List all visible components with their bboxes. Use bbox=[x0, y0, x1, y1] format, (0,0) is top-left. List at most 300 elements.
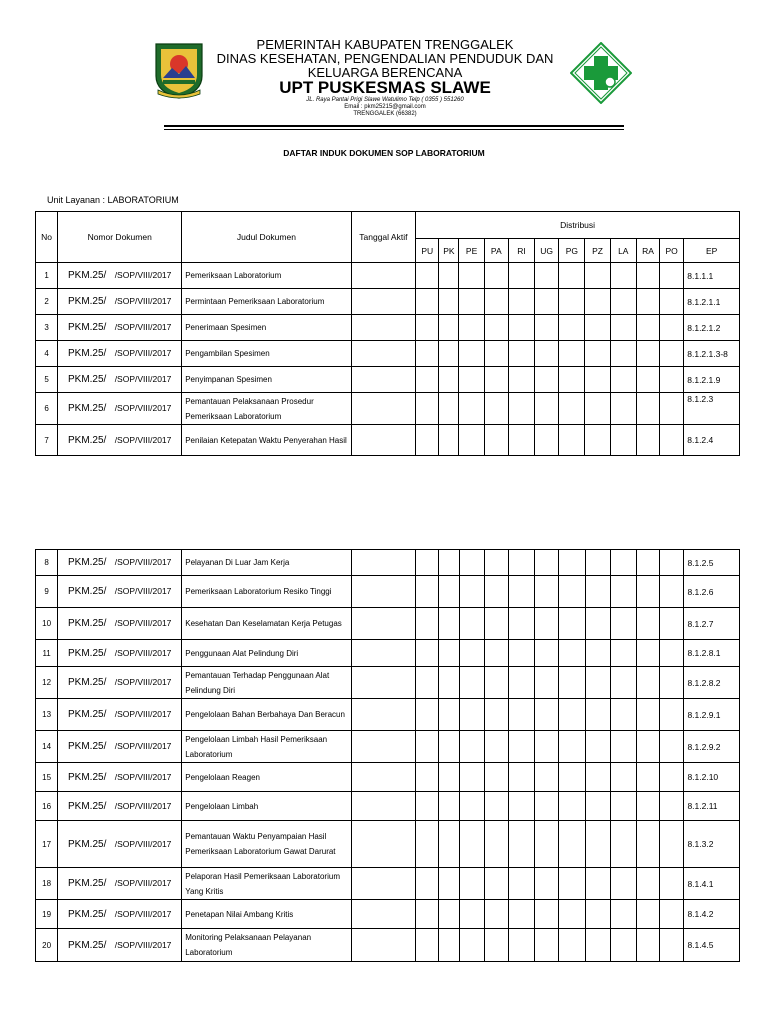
distribution-cell bbox=[610, 699, 636, 731]
document-number-prefix: PKM.25/ bbox=[68, 647, 107, 659]
document-number-suffix: /SOP/VIII/2017 bbox=[114, 586, 172, 596]
table-row bbox=[36, 640, 740, 667]
distribution-cell bbox=[585, 821, 610, 868]
distribution-cell bbox=[416, 731, 439, 763]
puskesmas-logo bbox=[570, 42, 632, 104]
document-number-prefix: PKM.25/ bbox=[68, 771, 107, 783]
distribution-cell bbox=[585, 929, 610, 962]
header-dist-pa: PA bbox=[484, 239, 508, 263]
distribution-cell bbox=[508, 792, 534, 821]
letterhead-divider bbox=[164, 125, 624, 127]
distribution-cell bbox=[559, 341, 585, 367]
document-number-prefix: PKM.25/ bbox=[68, 741, 107, 752]
ep-code: 8.1.2.8.1 bbox=[684, 640, 740, 667]
distribution-cell bbox=[637, 821, 660, 868]
distribution-cell bbox=[660, 315, 684, 341]
distribution-cell bbox=[660, 289, 684, 315]
document-title: DAFTAR INDUK DOKUMEN SOP LABORATORIUM bbox=[283, 148, 485, 158]
header-dist-ug: UG bbox=[535, 239, 559, 263]
distribution-cell bbox=[636, 263, 659, 289]
distribution-cell bbox=[637, 550, 660, 576]
table-row bbox=[36, 868, 740, 900]
distribution-cell bbox=[416, 763, 439, 792]
distribution-cell bbox=[439, 393, 459, 425]
distribution-cell bbox=[439, 900, 459, 929]
distribution-cell bbox=[585, 608, 610, 640]
document-number bbox=[58, 763, 182, 792]
distribution-cell bbox=[660, 608, 684, 640]
document-title: Pengelolaan Bahan Berbahaya Dan Beracun bbox=[182, 699, 351, 731]
document-title: Kesehatan Dan Keselamatan Kerja Petugas bbox=[182, 608, 351, 640]
document-number bbox=[58, 341, 182, 367]
distribution-cell bbox=[636, 341, 659, 367]
distribution-cell bbox=[439, 763, 459, 792]
trenggalek-regency-logo bbox=[150, 40, 208, 100]
distribution-cell bbox=[610, 868, 636, 900]
distribution-cell bbox=[585, 341, 610, 367]
distribution-cell bbox=[610, 640, 636, 667]
distribution-cell bbox=[416, 341, 439, 367]
document-number bbox=[58, 367, 182, 393]
header-dist-pz: PZ bbox=[585, 239, 610, 263]
document-number bbox=[58, 315, 182, 341]
distribution-cell bbox=[559, 263, 585, 289]
distribution-cell bbox=[535, 929, 559, 962]
document-number-prefix: PKM.25/ bbox=[68, 709, 107, 720]
distribution-cell bbox=[416, 821, 439, 868]
distribution-cell bbox=[535, 341, 559, 367]
distribution-cell bbox=[535, 315, 559, 341]
document-number bbox=[58, 792, 182, 821]
city: TRENGGALEK (66382) bbox=[353, 111, 417, 117]
distribution-cell bbox=[484, 576, 508, 608]
distribution-cell bbox=[660, 868, 684, 900]
distribution-cell bbox=[484, 550, 508, 576]
distribution-cell bbox=[559, 792, 585, 821]
row-number: 1 bbox=[36, 263, 58, 289]
distribution-cell bbox=[459, 900, 484, 929]
distribution-cell bbox=[508, 868, 534, 900]
header-dist-pe: PE bbox=[459, 239, 484, 263]
institution-name: UPT PUSKESMAS SLAWE bbox=[279, 78, 491, 97]
address: JL. Raya Pantai Prigi Slawe Watulimo Telp ( 0355 ) 551260 bbox=[306, 97, 464, 103]
distribution-cell bbox=[660, 550, 684, 576]
distribution-cell bbox=[660, 640, 684, 667]
ep-code: 8.1.2.4 bbox=[684, 425, 740, 456]
document-number-suffix: /SOP/VIII/2017 bbox=[114, 908, 172, 919]
document-title: Pemantauan Pelaksanaan Prosedur Pemeriksaan Laboratorium bbox=[182, 393, 351, 425]
distribution-cell bbox=[484, 929, 508, 962]
ep-code: 8.1.2.9.1 bbox=[684, 699, 740, 731]
document-number bbox=[58, 425, 182, 456]
distribution-cell bbox=[535, 821, 559, 868]
document-number-prefix: PKM.25/ bbox=[67, 270, 107, 281]
document-number bbox=[58, 699, 182, 731]
row-number: 10 bbox=[36, 608, 58, 640]
distribution-cell bbox=[484, 900, 508, 929]
table-row bbox=[36, 821, 740, 868]
distribution-cell bbox=[439, 341, 459, 367]
document-number bbox=[58, 868, 182, 900]
distribution-cell bbox=[508, 667, 534, 699]
distribution-cell bbox=[559, 367, 585, 393]
distribution-cell bbox=[416, 367, 439, 393]
document-number-suffix: /SOP/VIII/2017 bbox=[114, 296, 172, 306]
document-number bbox=[58, 550, 182, 576]
distribution-cell bbox=[535, 900, 559, 929]
distribution-cell bbox=[508, 367, 534, 393]
distribution-cell bbox=[484, 425, 508, 456]
active-date-cell bbox=[351, 900, 416, 929]
row-number: 19 bbox=[36, 900, 58, 929]
distribution-cell bbox=[535, 367, 559, 393]
distribution-cell bbox=[610, 315, 636, 341]
distribution-cell bbox=[508, 263, 534, 289]
table-row bbox=[36, 289, 740, 315]
distribution-cell bbox=[637, 929, 660, 962]
distribution-cell bbox=[439, 315, 459, 341]
distribution-cell bbox=[416, 315, 439, 341]
distribution-cell bbox=[439, 576, 459, 608]
ep-code: 8.1.2.10 bbox=[684, 763, 740, 792]
document-number bbox=[58, 393, 182, 425]
document-number bbox=[58, 263, 182, 289]
distribution-cell bbox=[559, 640, 585, 667]
distribution-cell bbox=[660, 425, 684, 456]
distribution-cell bbox=[484, 393, 508, 425]
document-number-prefix: PKM.25/ bbox=[68, 586, 107, 597]
document-number bbox=[58, 608, 182, 640]
distribution-cell bbox=[508, 821, 534, 868]
document-number-suffix: /SOP/VIII/2017 bbox=[114, 374, 172, 384]
header-tanggal-aktif: Tanggal Aktif bbox=[351, 212, 416, 263]
table-row bbox=[36, 929, 740, 962]
distribution-cell bbox=[660, 341, 684, 367]
table-row bbox=[36, 608, 740, 640]
distribution-cell bbox=[637, 576, 660, 608]
document-number bbox=[58, 667, 182, 699]
ep-code: 8.1.2.1.9 bbox=[684, 367, 740, 393]
document-number-suffix: /SOP/VIII/2017 bbox=[114, 741, 172, 751]
distribution-cell bbox=[610, 667, 636, 699]
distribution-cell bbox=[585, 263, 610, 289]
document-number-suffix: /SOP/VIII/2017 bbox=[114, 800, 172, 811]
distribution-cell bbox=[660, 821, 684, 868]
active-date-cell bbox=[351, 608, 416, 640]
distribution-cell bbox=[535, 608, 559, 640]
distribution-cell bbox=[416, 393, 439, 425]
row-number: 11 bbox=[36, 640, 58, 667]
header-distribusi: Distribusi bbox=[416, 212, 740, 239]
distribution-cell bbox=[459, 763, 484, 792]
distribution-cell bbox=[660, 900, 684, 929]
distribution-cell bbox=[660, 393, 684, 425]
document-title: Pengelolaan Limbah bbox=[182, 792, 351, 821]
distribution-cell bbox=[459, 425, 484, 456]
distribution-cell bbox=[559, 289, 585, 315]
distribution-cell bbox=[585, 731, 610, 763]
distribution-cell bbox=[610, 792, 636, 821]
document-number-prefix: PKM.25/ bbox=[68, 800, 107, 812]
table-row bbox=[36, 731, 740, 763]
document-number-suffix: /SOP/VIII/2017 bbox=[114, 709, 172, 719]
document-number-prefix: PKM.25/ bbox=[67, 296, 107, 307]
distribution-cell bbox=[660, 763, 684, 792]
distribution-cell bbox=[585, 315, 610, 341]
distribution-cell bbox=[439, 263, 459, 289]
distribution-cell bbox=[484, 367, 508, 393]
document-number-suffix: /SOP/VIII/2017 bbox=[114, 270, 172, 280]
distribution-cell bbox=[559, 763, 585, 792]
distribution-cell bbox=[459, 929, 484, 962]
distribution-cell bbox=[585, 576, 610, 608]
distribution-cell bbox=[660, 792, 684, 821]
distribution-cell bbox=[459, 821, 484, 868]
distribution-cell bbox=[610, 393, 636, 425]
distribution-cell bbox=[535, 425, 559, 456]
distribution-cell bbox=[459, 576, 484, 608]
distribution-cell bbox=[508, 640, 534, 667]
document-number-prefix: PKM.25/ bbox=[67, 374, 107, 385]
header-dist-pk: PK bbox=[439, 239, 459, 263]
document-title: Pelayanan Di Luar Jam Kerja bbox=[182, 550, 351, 576]
distribution-cell bbox=[459, 792, 484, 821]
distribution-cell bbox=[508, 929, 534, 962]
header-dist-pu: PU bbox=[416, 239, 439, 263]
row-number: 14 bbox=[36, 731, 58, 763]
row-number: 13 bbox=[36, 699, 58, 731]
header-dist-pg: PG bbox=[559, 239, 585, 263]
distribution-cell bbox=[484, 315, 508, 341]
header-nomor-dokumen: Nomor Dokumen bbox=[58, 212, 182, 263]
distribution-cell bbox=[585, 425, 610, 456]
document-number-prefix: PKM.25/ bbox=[68, 939, 107, 951]
distribution-cell bbox=[508, 576, 534, 608]
distribution-cell bbox=[439, 821, 459, 868]
distribution-cell bbox=[459, 263, 484, 289]
distribution-cell bbox=[484, 868, 508, 900]
distribution-cell bbox=[610, 367, 636, 393]
distribution-cell bbox=[610, 731, 636, 763]
document-title: Monitoring Pelaksanaan Pelayanan Laboratorium bbox=[182, 929, 351, 962]
distribution-cell bbox=[610, 263, 636, 289]
distribution-cell bbox=[535, 763, 559, 792]
distribution-cell bbox=[637, 763, 660, 792]
distribution-cell bbox=[416, 640, 439, 667]
table-row bbox=[36, 341, 740, 367]
distribution-cell bbox=[416, 263, 439, 289]
distribution-cell bbox=[416, 550, 439, 576]
distribution-cell bbox=[535, 640, 559, 667]
document-title: Penetapan Nilai Ambang Kritis bbox=[182, 900, 351, 929]
distribution-cell bbox=[439, 640, 459, 667]
document-number-prefix: PKM.25/ bbox=[68, 908, 107, 920]
row-number: 16 bbox=[36, 792, 58, 821]
row-number: 3 bbox=[36, 315, 58, 341]
header-ep: EP bbox=[684, 239, 740, 263]
distribution-cell bbox=[637, 792, 660, 821]
distribution-cell bbox=[637, 699, 660, 731]
distribution-cell bbox=[660, 699, 684, 731]
table-row bbox=[36, 763, 740, 792]
ep-code: 8.1.4.5 bbox=[684, 929, 740, 962]
distribution-cell bbox=[636, 315, 659, 341]
distribution-cell bbox=[559, 550, 585, 576]
ep-code: 8.1.4.2 bbox=[684, 900, 740, 929]
table-row bbox=[36, 367, 740, 393]
distribution-cell bbox=[416, 667, 439, 699]
distribution-cell bbox=[559, 425, 585, 456]
table-row bbox=[36, 315, 740, 341]
distribution-cell bbox=[484, 731, 508, 763]
table-row bbox=[36, 792, 740, 821]
distribution-cell bbox=[416, 289, 439, 315]
document-number-suffix: /SOP/VIII/2017 bbox=[114, 838, 172, 849]
active-date-cell bbox=[351, 425, 416, 456]
active-date-cell bbox=[351, 315, 416, 341]
active-date-cell bbox=[351, 792, 416, 821]
distribution-cell bbox=[660, 929, 684, 962]
distribution-cell bbox=[559, 699, 585, 731]
document-title: Pengelolaan Reagen bbox=[182, 763, 351, 792]
header-dist-ra: RA bbox=[636, 239, 659, 263]
distribution-cell bbox=[660, 263, 684, 289]
sop-table-part-1 bbox=[35, 211, 740, 456]
distribution-cell bbox=[459, 868, 484, 900]
distribution-cell bbox=[660, 731, 684, 763]
active-date-cell bbox=[351, 763, 416, 792]
distribution-cell bbox=[439, 367, 459, 393]
document-number-suffix: /SOP/VIII/2017 bbox=[114, 939, 172, 950]
distribution-cell bbox=[484, 289, 508, 315]
distribution-cell bbox=[610, 576, 636, 608]
distribution-cell bbox=[508, 550, 534, 576]
document-number-prefix: PKM.25/ bbox=[68, 618, 107, 629]
document-title: Pengelolaan Limbah Hasil Pemeriksaan Laboratorium bbox=[182, 731, 351, 763]
distribution-cell bbox=[637, 608, 660, 640]
distribution-cell bbox=[459, 608, 484, 640]
distribution-cell bbox=[508, 731, 534, 763]
letterhead-divider-thin bbox=[164, 129, 624, 130]
ep-code: 8.1.4.1 bbox=[684, 868, 740, 900]
distribution-cell bbox=[660, 576, 684, 608]
distribution-cell bbox=[439, 425, 459, 456]
header-dist-ri: RI bbox=[508, 239, 534, 263]
document-title: Penggunaan Alat Pelindung Diri bbox=[182, 640, 351, 667]
document-number bbox=[58, 929, 182, 962]
distribution-cell bbox=[416, 792, 439, 821]
distribution-cell bbox=[439, 667, 459, 699]
ep-code: 8.1.2.6 bbox=[684, 576, 740, 608]
distribution-cell bbox=[459, 640, 484, 667]
distribution-cell bbox=[459, 393, 484, 425]
document-title: Penerimaan Spesimen bbox=[182, 315, 351, 341]
row-number: 4 bbox=[36, 341, 58, 367]
ep-code: 8.1.2.5 bbox=[684, 550, 740, 576]
table-row bbox=[36, 263, 740, 289]
distribution-cell bbox=[559, 821, 585, 868]
table-row bbox=[36, 667, 740, 699]
distribution-cell bbox=[559, 731, 585, 763]
distribution-cell bbox=[585, 367, 610, 393]
distribution-cell bbox=[559, 868, 585, 900]
document-number-prefix: PKM.25/ bbox=[67, 348, 107, 359]
distribution-cell bbox=[508, 341, 534, 367]
row-number: 7 bbox=[36, 425, 58, 456]
distribution-cell bbox=[535, 289, 559, 315]
distribution-cell bbox=[610, 929, 636, 962]
distribution-cell bbox=[559, 576, 585, 608]
distribution-cell bbox=[535, 263, 559, 289]
distribution-cell bbox=[660, 367, 684, 393]
document-number-suffix: /SOP/VIII/2017 bbox=[114, 878, 172, 888]
distribution-cell bbox=[459, 699, 484, 731]
distribution-cell bbox=[585, 550, 610, 576]
distribution-cell bbox=[484, 640, 508, 667]
distribution-cell bbox=[484, 792, 508, 821]
distribution-cell bbox=[508, 425, 534, 456]
row-number: 20 bbox=[36, 929, 58, 962]
document-number-prefix: PKM.25/ bbox=[67, 434, 107, 446]
document-number bbox=[58, 821, 182, 868]
government-name: PEMERINTAH KABUPATEN TRENGGALEK bbox=[256, 37, 514, 52]
distribution-cell bbox=[610, 763, 636, 792]
document-number-prefix: PKM.25/ bbox=[67, 403, 107, 414]
email: Email : pkm25215@gmail.com bbox=[344, 104, 426, 110]
document-number bbox=[58, 289, 182, 315]
distribution-cell bbox=[535, 393, 559, 425]
ep-code: 8.1.2.1.1 bbox=[684, 289, 740, 315]
ep-code: 8.1.2.1.3-8 bbox=[684, 341, 740, 367]
row-number: 5 bbox=[36, 367, 58, 393]
distribution-cell bbox=[459, 289, 484, 315]
distribution-cell bbox=[439, 699, 459, 731]
distribution-cell bbox=[585, 900, 610, 929]
distribution-cell bbox=[535, 731, 559, 763]
document-number-prefix: PKM.25/ bbox=[68, 557, 107, 568]
distribution-cell bbox=[559, 393, 585, 425]
document-title: Pemantauan Waktu Penyampaian Hasil Pemeriksaan Laboratorium Gawat Darurat bbox=[182, 821, 351, 868]
distribution-cell bbox=[439, 868, 459, 900]
table-row bbox=[36, 550, 740, 576]
active-date-cell bbox=[351, 289, 416, 315]
document-number-suffix: /SOP/VIII/2017 bbox=[114, 677, 172, 687]
distribution-cell bbox=[585, 393, 610, 425]
document-title: Penilaian Ketepatan Waktu Penyerahan Hasil bbox=[182, 425, 351, 456]
table-row bbox=[36, 900, 740, 929]
service-unit: Unit Layanan : LABORATORIUM bbox=[47, 195, 179, 205]
active-date-cell bbox=[351, 393, 416, 425]
distribution-cell bbox=[508, 900, 534, 929]
active-date-cell bbox=[351, 367, 416, 393]
distribution-cell bbox=[636, 289, 659, 315]
distribution-cell bbox=[585, 699, 610, 731]
table-row bbox=[36, 425, 740, 456]
active-date-cell bbox=[351, 667, 416, 699]
document-number bbox=[58, 576, 182, 608]
document-number-suffix: /SOP/VIII/2017 bbox=[114, 434, 172, 445]
distribution-cell bbox=[637, 868, 660, 900]
document-number-prefix: PKM.25/ bbox=[68, 878, 107, 889]
distribution-cell bbox=[535, 576, 559, 608]
header-dist-po: PO bbox=[660, 239, 684, 263]
distribution-cell bbox=[508, 289, 534, 315]
distribution-cell bbox=[439, 550, 459, 576]
row-number: 18 bbox=[36, 868, 58, 900]
distribution-cell bbox=[535, 792, 559, 821]
distribution-cell bbox=[535, 667, 559, 699]
active-date-cell bbox=[351, 868, 416, 900]
